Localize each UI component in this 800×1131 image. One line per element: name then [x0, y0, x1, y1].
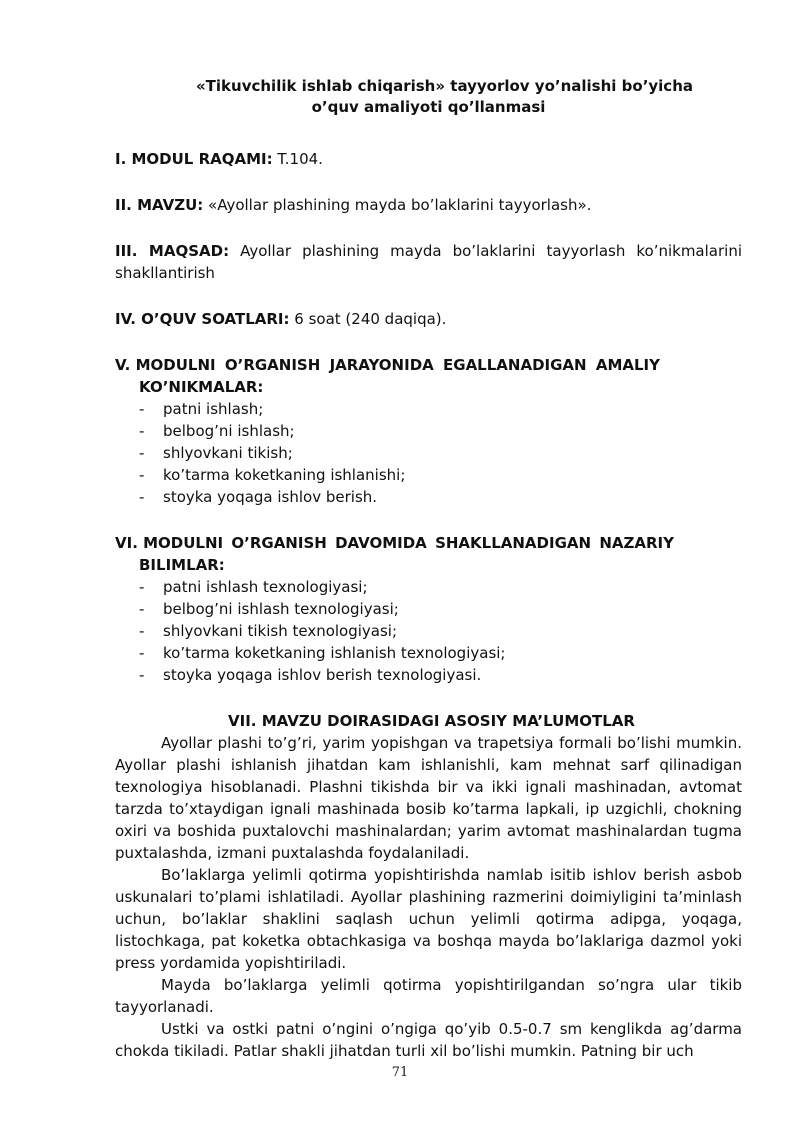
- heading-word: VI. MODULNI: [115, 534, 224, 552]
- modul-value: T.104.: [272, 150, 323, 168]
- modul-label: I. MODUL RAQAMI:: [115, 150, 273, 168]
- document-title: [115, 76, 742, 118]
- section-vii-title: VII. MAVZU DOIRASIDAGI ASOSIY MA’LUMOTLAR: [228, 712, 635, 730]
- section-vi: [115, 532, 742, 686]
- section-v: [115, 354, 742, 508]
- list-item: - stoyka yoqaga ishlov berish texnologiyasi.: [139, 664, 742, 686]
- section-vi-heading: [115, 532, 742, 554]
- paragraph: Ustki va ostki patni o’ngini o’ngiga qo’yib 0.5-0.7 sm kenglikda ag’darma chokda tikiladi. Patlar shakli jihatdan turli xil bo’lishi mumkin. Patning bir uch: [115, 1020, 742, 1060]
- list-item: - shlyovkani tikish;: [139, 442, 742, 464]
- heading-word: AMALIY: [595, 356, 660, 374]
- heading-word: EGALLANADIGAN: [443, 356, 587, 374]
- list-item: - stoyka yoqaga ishlov berish.: [139, 486, 742, 508]
- heading-word: O’RGANISH: [224, 356, 321, 374]
- section-vi-heading-cont: BILIMLAR:: [139, 556, 225, 574]
- section-modul: [115, 148, 742, 170]
- list-item: - ko’tarma koketkaning ishlanishi;: [139, 464, 742, 486]
- title-line-2: o’quv amaliyoti qo’llanmasi: [311, 98, 546, 116]
- section-vii: [115, 710, 742, 1062]
- section-soatlar: [115, 308, 742, 330]
- heading-word: O’RGANISH: [231, 534, 327, 552]
- paragraph: Mayda bo’laklarga yelimli qotirma yopishtirilgandan so’ngra ular tikib tayyorlanadi.: [115, 976, 742, 1016]
- list-item: - patni ishlash;: [139, 398, 742, 420]
- heading-word: DAVOMIDA: [335, 534, 427, 552]
- paragraph: Ayollar plashi to’g’ri, yarim yopishgan va trapetsiya formali bo’lishi mumkin. Ayollar plashi ishlanish jihatdan kam ishlanishli, kam mehnat sarf qilinadigan texnologiya hisoblanadi. Plashni tikishda bir va ikki ignali mashinadan, avtomat tarzda to’xtaydigan ignali mashinada bosib ko’tarma lapkali, ip uzgichli, chokning oxiri va boshida puxtalovchi mashinalardan; yarim avtomat mashinalardan tugma puxtalashda, izmani puxtalashda foydalaniladi.: [115, 734, 742, 862]
- section-mavzu: [115, 194, 742, 216]
- page-number: 71: [391, 1065, 409, 1080]
- soatlar-value: 6 soat (240 daqiqa).: [289, 310, 447, 328]
- section-v-heading: [115, 354, 742, 376]
- heading-word: SHAKLLANADIGAN: [435, 534, 592, 552]
- section-v-heading-cont: KO’NIKMALAR:: [139, 378, 264, 396]
- document-page: [115, 76, 742, 1062]
- maqsad-label: III. MAQSAD:: [115, 242, 230, 260]
- section-maqsad: [115, 240, 742, 284]
- list-item: - shlyovkani tikish texnologiyasi;: [139, 620, 742, 642]
- list-item: - belbog’ni ishlash texnologiyasi;: [139, 598, 742, 620]
- mavzu-value: «Ayollar plashining mayda bo’laklarini tayyorlash».: [203, 196, 592, 214]
- list-item: - patni ishlash texnologiyasi;: [139, 576, 742, 598]
- heading-word: V. MODULNI: [115, 356, 216, 374]
- paragraph: Bo’laklarga yelimli qotirma yopishtirishda namlab isitib ishlov berish asbob uskunalari to’plami ishlatiladi. Ayollar plashining razmerini doimiyligini ta’minlash uchun, bo’laklar shaklini saqlash uchun yelimli qotirma adipga, yoqaga, listochkaga, pat koketka obtachkasiga va boshqa mayda bo’laklariga dazmol yoki press yordamida yopishtiriladi.: [115, 866, 742, 972]
- knowledge-list: [115, 576, 742, 686]
- skills-list: [115, 398, 742, 508]
- list-item: - ko’tarma koketkaning ishlanish texnologiyasi;: [139, 642, 742, 664]
- mavzu-label: II. MAVZU:: [115, 196, 204, 214]
- maqsad-value: Ayollar plashining mayda bo’laklarini tayyorlash ko’nikmalarini shakllantirish: [115, 242, 742, 282]
- heading-word: NAZARIY: [599, 534, 674, 552]
- title-line-1: «Tikuvchilik ishlab chiqarish» tayyorlov yo’nalishi bo’yicha: [195, 77, 693, 95]
- heading-word: JARAYONIDA: [329, 356, 434, 374]
- soatlar-label: IV. O’QUV SOATLARI:: [115, 310, 290, 328]
- list-item: - belbog’ni ishlash;: [139, 420, 742, 442]
